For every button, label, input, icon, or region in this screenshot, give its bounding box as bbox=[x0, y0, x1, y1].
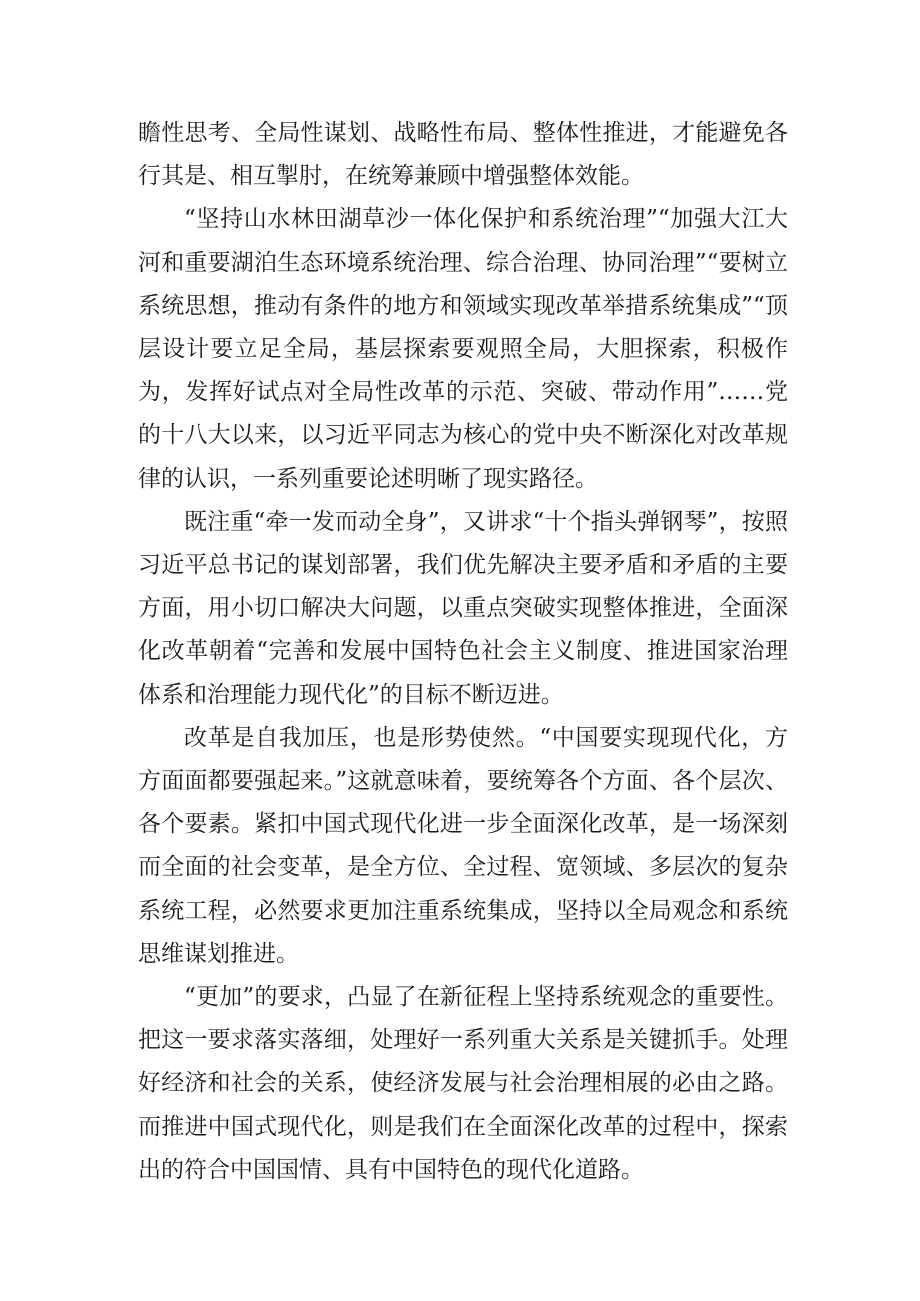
article-body bbox=[138, 112, 788, 1192]
paragraph-reform-pressure: 改革是自我加压，也是形势使然。“中国要实现现代化，方方面面都要强起来。”这就意味着，要统筹各个方面、各个层次、各个要素。紧扣中国式现代化进一步全面深化改革，是一场深刻而全面的社会变革，是全方位、全过程、宽领域、多层次的复杂系统工程，必然要求更加注重系统集成，坚持以全局观念和系统思维谋划推进。 bbox=[138, 724, 788, 967]
paragraph-key-breakthrough: 既注重“牵一发而动全身”，又讲求“十个指头弹钢琴”，按照习近平总书记的谋划部署，我们优先解决主要矛盾和矛盾的主要方面，用小切口解决大问题，以重点突破实现整体推进，全面深化改革朝着“完善和发展中国特色社会主义制度、推进国家治理体系和治理能力现代化”的目标不断迈进。 bbox=[138, 508, 788, 708]
paragraph-more-emphasis: “更加”的要求，凸显了在新征程上坚持系统观念的重要性。把这一要求落实落细，处理好一系列重大关系是关键抓手。处理好经济和社会的关系，使经济发展与社会治理相展的必由之路。而推进中国式现代化，则是我们在全面深化改革的过程中，探索出的符合中国国情、具有中国特色的现代化道路。 bbox=[138, 984, 788, 1183]
paragraph-system-governance-quotes: “坚持山水林田湖草沙一体化保护和系统治理”“加强大江大河和重要湖泊生态环境系统治理、综合治理、协同治理”“要树立系统思想，推动有条件的地方和领域实现改革举措系统集成”“顶层设计要立足全局，基层探索要观照全局，大胆探索，积极作为，发挥好试点对全局性改革的示范、突破、带动作用”……党的十八大以来，以习近平同志为核心的党中央不断深化对改革规律的认识，一系列重要论述明晰了现实路径。 bbox=[138, 206, 788, 492]
paragraph-continued: 瞻性思考、全局性谋划、战略性布局、整体性推进，才能避免各行其是、相互掣肘，在统筹兼顾中增强整体效能。 bbox=[138, 120, 788, 190]
